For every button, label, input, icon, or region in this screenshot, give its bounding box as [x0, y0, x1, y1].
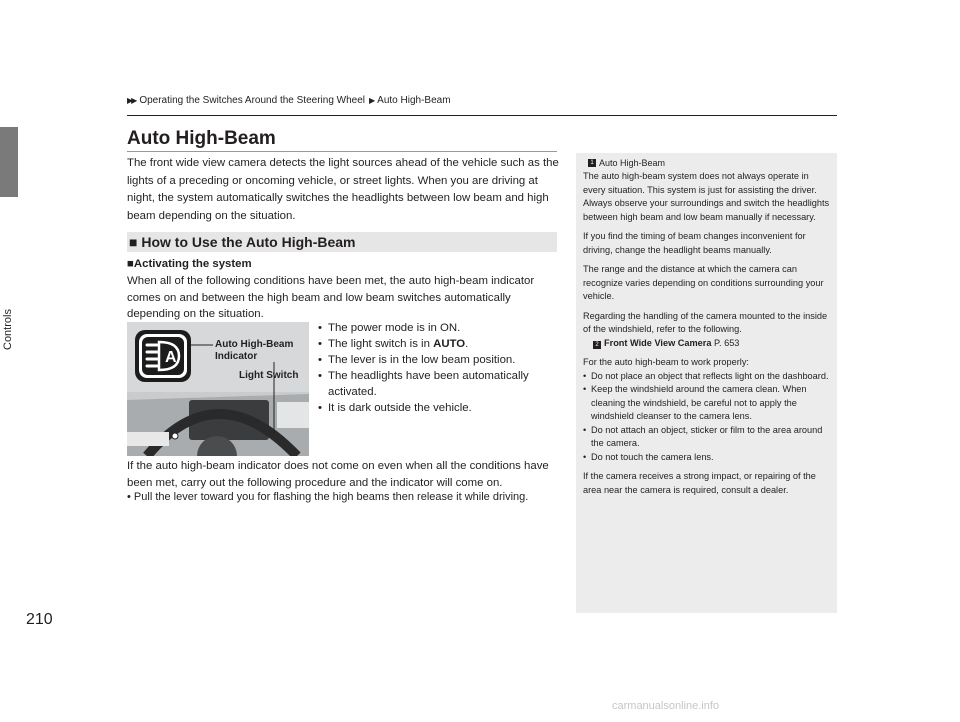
side-tab-marker [0, 127, 18, 197]
breadcrumb-arrow-icon: ▶ [369, 96, 374, 105]
condition-text: The light switch is in [328, 338, 434, 350]
sidebar-paragraph: The auto high-beam system does not always operate in every situation. This system is just for assisting the driver. Always observe your surroundings and switch the headlights between high beam and low beam manually if necessary. [583, 171, 830, 222]
figure-callout-indicator [215, 339, 293, 363]
breadcrumb-item[interactable]: Auto High-Beam [377, 95, 451, 106]
list-item: • The light switch is in AUTO. [318, 336, 558, 352]
sidebar-paragraph: If the camera receives a strong impact, or repairing of the area near the camera is required, consult a dealer. [583, 471, 816, 495]
list-item: • It is dark outside the vehicle. [318, 400, 558, 416]
figure-label-indicator-2: Indicator [215, 351, 258, 362]
procedure-step-text: Pull the lever toward you for flashing the high beams then release it while driving. [133, 491, 529, 503]
svg-text:A: A [165, 349, 177, 366]
list-item: • Keep the windshield around the camera clean. When cleaning the windshield, be careful not to apply the windshield cleanser to the camera lens. [583, 383, 833, 424]
intro-paragraph: The front wide view camera detects the light sources ahead of the vehicle such as the lights of a preceding or oncoming vehicle, or street lights. When you are driving at night, the system automatically switches the headlights between low beam and high beam depending on the situation. [127, 157, 559, 222]
figure-label-switch: Light Switch [239, 370, 299, 381]
side-tab-label: Controls [2, 309, 14, 351]
title-rule [127, 151, 557, 152]
list-item: • The lever is in the low beam position. [318, 352, 558, 368]
list-item: • The headlights have been automatically activated. [318, 368, 558, 400]
section-title: How to Use the Auto High-Beam [141, 234, 356, 250]
conditions-list [318, 320, 558, 416]
page-title: Auto High-Beam [127, 128, 276, 149]
sidebar-paragraph: For the auto high-beam to work properly: [583, 357, 749, 367]
section-marker-icon: ■ [129, 234, 138, 250]
watermark: carmanualsonline.info [612, 700, 720, 712]
xref-title: Front Wide View Camera [604, 337, 712, 348]
procedure-step: • Pull the lever toward you for flashing the high beams then release it while driving. [127, 491, 529, 503]
list-item: • Do not attach an object, sticker or film to the area around the camera. [583, 424, 833, 451]
reference-icon: 2 [593, 341, 601, 349]
auto-keyword: AUTO [433, 338, 466, 350]
breadcrumb-item[interactable]: Operating the Switches Around the Steering Wheel [139, 95, 366, 106]
page-number: 210 [26, 611, 53, 628]
subsection-heading [127, 258, 252, 270]
header-rule [127, 115, 837, 116]
list-item: • Do not place an object that reflects light on the dashboard. [583, 370, 833, 384]
list-item: • The power mode is in ON. [318, 320, 558, 336]
sidebar-title [588, 158, 665, 168]
sidebar-paragraph [583, 310, 833, 351]
conditions-intro: When all of the following conditions have been met, the auto high-beam indicator comes on and between the high beam and low beam switches automatically depending on the situation. [127, 275, 535, 320]
cross-reference-link[interactable] [593, 338, 739, 348]
sidebar-paragraph: The range and the distance at which the camera can recognize varies depending on conditions surrounding your vehicle. [583, 264, 824, 301]
subsection-marker-icon: ■ [127, 258, 134, 270]
sidebar-title-text: Auto High-Beam [599, 158, 666, 168]
sidebar-paragraph-text: Regarding the handling of the camera mounted to the inside of the windshield, refer to the following. [583, 310, 828, 334]
note-icon: 1 [588, 159, 596, 167]
troubleshoot-paragraph: If the auto high-beam indicator does not come on even when all the conditions have been met, carry out the following procedure and the indicator will come on. [127, 460, 549, 489]
breadcrumb [127, 95, 451, 106]
xref-page: P. 653 [711, 337, 740, 348]
list-item: • Do not touch the camera lens. [583, 451, 833, 465]
dashboard-illustration [127, 322, 309, 456]
sidebar-body [583, 170, 833, 503]
subsection-title: Activating the system [133, 258, 252, 270]
sidebar-bullets [583, 370, 833, 465]
section-heading [127, 232, 557, 252]
figure-label-indicator-1: Auto High-Beam [215, 339, 294, 350]
sidebar-paragraph: If you find the timing of beam changes inconvenient for driving, change the headlight beams manually. [583, 231, 806, 255]
breadcrumb-arrow-icon: ▶▶ [127, 96, 136, 105]
